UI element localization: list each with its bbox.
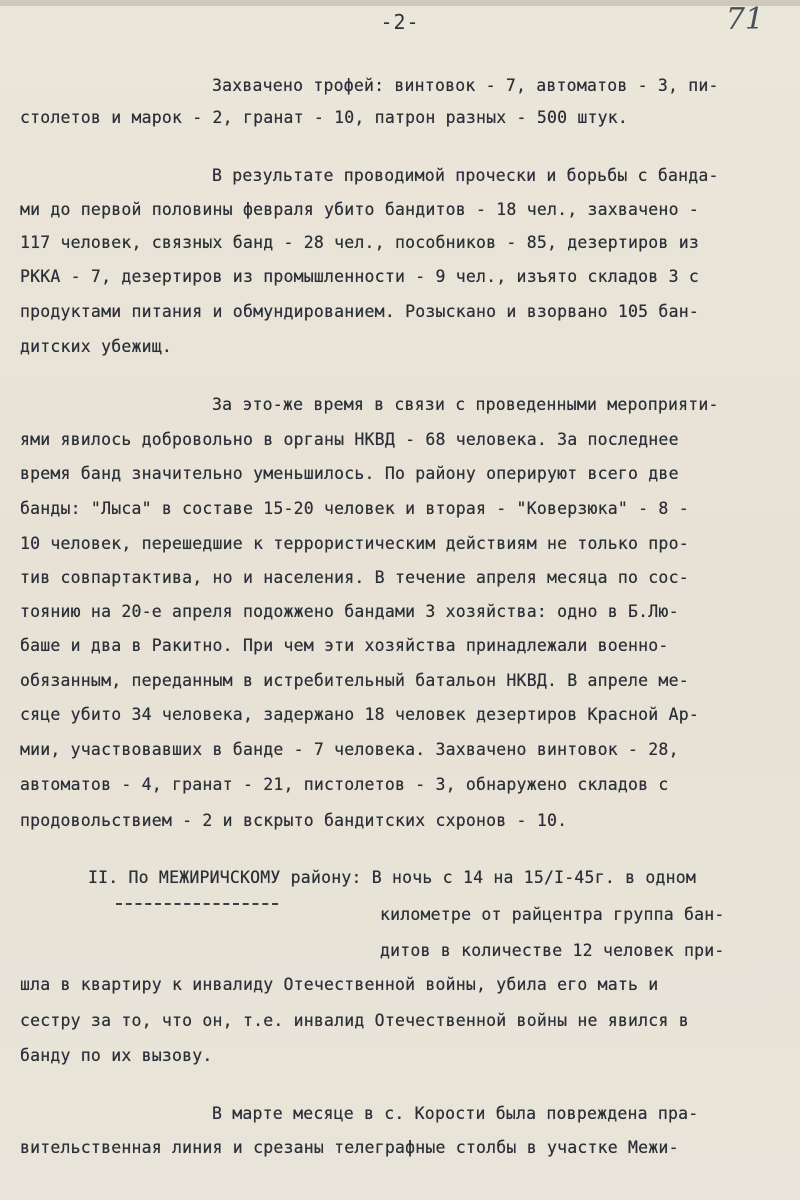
text-line: вительственная линия и срезаны телеграфные столбы в участке Межи- (20, 1138, 679, 1157)
text-line: время банд значительно уменьшилось. По району оперируют всего две (20, 464, 679, 483)
text-line: сестру за то, что он, т.е. инвалид Отечественной войны не явился в (20, 1011, 689, 1030)
text-line: баше и два в Ракитно. При чем эти хозяйства принадлежали военно- (20, 636, 669, 655)
archive-handwritten-mark: 71 (725, 2, 764, 37)
text-line: 117 человек, связных банд - 28 чел., пособников - 85, дезертиров из (20, 233, 699, 252)
text-line: километре от райцентра группа бан- (380, 905, 725, 924)
text-line: продуктами питания и обмундированием. Розыскано и взорвано 105 бан- (20, 302, 699, 321)
text-line: дитских убежищ. (20, 337, 173, 356)
text-line: автоматов - 4, гранат - 21, пистолетов - 3, обнаружено складов с (20, 775, 669, 794)
text-line: дитов в количестве 12 человек при- (380, 941, 725, 960)
text-line: РККА - 7, дезертиров из промышленности - 9 чел., изъято складов 3 с (20, 267, 699, 286)
text-line: ми до первой половины февраля убито бандитов - 18 чел., захвачено - (20, 200, 699, 219)
text-line: банды: "Лыса" в составе 15-20 человек и вторая - "Коверзюка" - 8 - (20, 499, 689, 518)
text-line: обязанным, переданным в истребительный батальон НКВД. В апреле ме- (20, 671, 689, 690)
section-heading-line: II. По МЕЖИРИЧСКОМУ району: В ночь с 14 на 15/I-45г. в одном (88, 868, 697, 887)
text-line: В марте месяце в с. Корости была повреждена пра- (212, 1104, 699, 1123)
text-line: Захвачено трофей: винтовок - 7, автоматов - 3, пи- (212, 76, 719, 95)
text-line: банду по их вызову. (20, 1046, 213, 1065)
text-line: мии, участвовавших в банде - 7 человека. Захвачено винтовок - 28, (20, 740, 679, 759)
text-line: сяце убито 34 человека, задержано 18 человек дезертиров Красной Ар- (20, 705, 699, 724)
text-line: тив совпартактива, но и населения. В течение апреля месяца по сос- (20, 568, 689, 587)
text-line: ями явилось добровольно в органы НКВД - 68 человека. За последнее (20, 430, 679, 449)
heading-underline (116, 903, 278, 905)
text-line: столетов и марок - 2, гранат - 10, патрон разных - 500 штук. (20, 108, 629, 127)
page-top-edge (0, 0, 800, 6)
page-number: -2- (380, 10, 420, 34)
text-line: продовольствием - 2 и вскрыто бандитских схронов - 10. (20, 811, 568, 830)
text-line: шла в квартиру к инвалиду Отечественной войны, убила его мать и (20, 975, 659, 994)
text-line: За это-же время в связи с проведенными мероприяти- (212, 395, 719, 414)
text-line: В результате проводимой прочески и борьбы с банда- (212, 166, 719, 185)
text-line: тоянию на 20-е апреля подожжено бандами 3 хозяйства: одно в Б.Лю- (20, 602, 679, 621)
text-line: 10 человек, перешедшие к террористическим действиям не только про- (20, 534, 689, 553)
